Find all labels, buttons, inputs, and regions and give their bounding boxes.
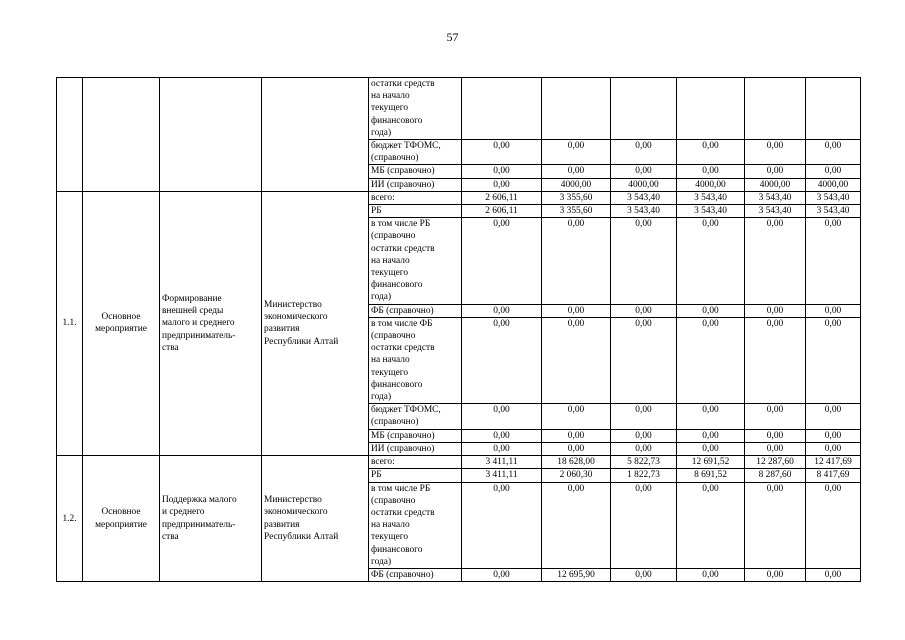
value-cell: 0,00 [462,218,542,304]
value-cell [611,78,677,140]
value-cell: 0,00 [542,304,611,317]
value-cell: 3 543,40 [677,191,745,204]
executor: Министерство экономического развития Республики Алтай [262,456,369,582]
value-cell: 0,00 [677,304,745,317]
value-cell: 0,00 [462,482,542,568]
table-row [57,78,861,140]
value-cell [462,78,542,140]
funding-source-label: ФБ (справочно) [369,304,462,317]
section-number: 1.2. [57,456,83,582]
value-cell: 8 287,60 [745,469,806,482]
value-cell: 0,00 [745,165,806,178]
value-cell: 12 691,52 [677,456,745,469]
value-cell: 0,00 [611,140,677,165]
value-cell: 0,00 [611,404,677,429]
value-cell: 0,00 [677,429,745,442]
section-number: 1.1. [57,191,83,455]
value-cell: 0,00 [462,442,542,455]
value-cell: 5 822,73 [611,456,677,469]
funding-source-label: ИИ (справочно) [369,178,462,191]
value-cell: 0,00 [806,218,861,304]
value-cell: 8 691,52 [677,469,745,482]
value-cell: 0,00 [806,404,861,429]
value-cell: 3 543,40 [611,191,677,204]
funding-source-label: в том числе РБ (справочно остатки средств на начало текущего финансового года) [369,218,462,304]
type-cell [83,78,160,192]
value-cell: 0,00 [611,442,677,455]
value-cell: 0,00 [745,442,806,455]
value-cell: 3 543,40 [745,191,806,204]
value-cell: 0,00 [542,429,611,442]
value-cell: 0,00 [677,442,745,455]
value-cell: 0,00 [806,442,861,455]
value-cell: 3 355,60 [542,205,611,218]
value-cell: 3 543,40 [806,205,861,218]
value-cell: 0,00 [611,317,677,403]
funding-source-label: ФБ (справочно) [369,568,462,581]
funding-source-label: ИИ (справочно) [369,442,462,455]
value-cell: 2 606,11 [462,191,542,204]
value-cell: 0,00 [806,304,861,317]
value-cell: 0,00 [462,429,542,442]
value-cell: 0,00 [745,404,806,429]
funding-source-label: МБ (справочно) [369,429,462,442]
value-cell: 3 543,40 [745,205,806,218]
activity-name: Формирование внешней среды малого и среднего предприниматель- ства [160,191,262,455]
funding-source-label: бюджет ТФОМС, (справочно) [369,404,462,429]
value-cell [542,78,611,140]
funding-source-label: бюджет ТФОМС, (справочно) [369,140,462,165]
value-cell: 0,00 [806,482,861,568]
value-cell: 3 543,40 [677,205,745,218]
value-cell: 0,00 [611,304,677,317]
value-cell: 4000,00 [677,178,745,191]
activity-name: Поддержка малого и среднего предприниматель- ства [160,456,262,582]
funding-source-label: всего: [369,191,462,204]
value-cell: 0,00 [806,568,861,581]
value-cell: 3 543,40 [611,205,677,218]
value-cell: 0,00 [745,482,806,568]
funding-source-label: в том числе ФБ (справочно остатки средств на начало текущего финансового года) [369,317,462,403]
funding-source-label: РБ [369,469,462,482]
activity-type: Основное мероприятие [83,191,160,455]
value-cell: 18 628,00 [542,456,611,469]
name-cell [160,78,262,192]
value-cell: 1 822,73 [611,469,677,482]
value-cell: 0,00 [806,429,861,442]
funding-source-label: МБ (справочно) [369,165,462,178]
value-cell: 0,00 [462,568,542,581]
value-cell: 0,00 [745,317,806,403]
value-cell: 0,00 [611,218,677,304]
value-cell: 0,00 [677,404,745,429]
value-cell: 0,00 [542,218,611,304]
value-cell: 0,00 [611,165,677,178]
page-number: 57 [446,30,459,44]
value-cell: 4000,00 [611,178,677,191]
value-cell: 0,00 [677,140,745,165]
value-cell: 0,00 [542,165,611,178]
value-cell: 0,00 [806,140,861,165]
value-cell [806,78,861,140]
value-cell: 0,00 [806,317,861,403]
funding-source-label: РБ [369,205,462,218]
value-cell: 2 606,11 [462,205,542,218]
table-row [57,191,861,204]
value-cell: 12 695,90 [542,568,611,581]
value-cell: 0,00 [745,429,806,442]
value-cell: 3 411,11 [462,456,542,469]
value-cell: 4000,00 [542,178,611,191]
value-cell: 0,00 [677,165,745,178]
value-cell: 0,00 [462,140,542,165]
funding-source-label: в том числе РБ (справочно остатки средств на начало текущего финансового года) [369,482,462,568]
value-cell: 0,00 [677,317,745,403]
table-row [57,456,861,469]
value-cell: 0,00 [462,404,542,429]
value-cell: 0,00 [677,568,745,581]
value-cell: 12 287,60 [745,456,806,469]
funding-table [56,77,861,582]
value-cell: 0,00 [542,482,611,568]
value-cell: 3 355,60 [542,191,611,204]
value-cell: 4000,00 [806,178,861,191]
value-cell: 0,00 [542,442,611,455]
value-cell: 12 417,69 [806,456,861,469]
value-cell: 0,00 [745,568,806,581]
funding-source-label: всего: [369,456,462,469]
value-cell: 0,00 [462,304,542,317]
value-cell: 0,00 [677,218,745,304]
value-cell: 0,00 [745,304,806,317]
value-cell: 0,00 [745,218,806,304]
value-cell: 0,00 [611,429,677,442]
executor-cell [262,78,369,192]
value-cell: 0,00 [806,165,861,178]
executor: Министерство экономического развития Республики Алтай [262,191,369,455]
value-cell: 0,00 [745,140,806,165]
funding-source-label: остатки средств на начало текущего финансового года) [369,78,462,140]
value-cell: 4000,00 [745,178,806,191]
number-cell [57,78,83,192]
value-cell: 0,00 [611,568,677,581]
value-cell: 0,00 [542,404,611,429]
value-cell: 2 060,30 [542,469,611,482]
value-cell: 0,00 [462,165,542,178]
value-cell: 0,00 [462,317,542,403]
value-cell [677,78,745,140]
value-cell: 0,00 [542,317,611,403]
value-cell: 0,00 [677,482,745,568]
value-cell: 3 411,11 [462,469,542,482]
value-cell: 0,00 [542,140,611,165]
value-cell [745,78,806,140]
value-cell: 0,00 [462,178,542,191]
activity-type: Основное мероприятие [83,456,160,582]
value-cell: 3 543,40 [806,191,861,204]
value-cell: 8 417,69 [806,469,861,482]
value-cell: 0,00 [611,482,677,568]
